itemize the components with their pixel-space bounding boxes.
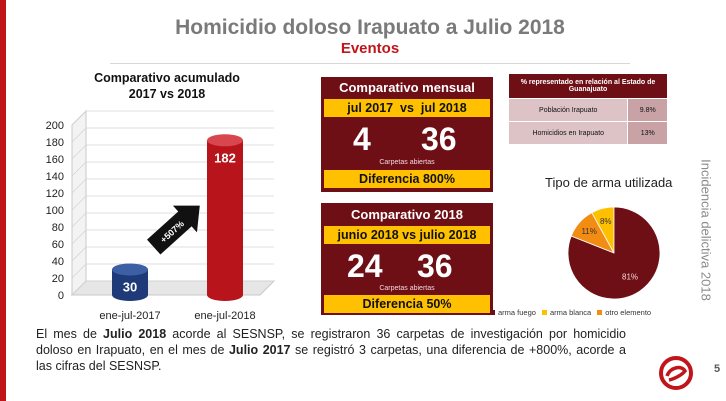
yearly-difference: Diferencia 50% [324, 295, 490, 313]
legend-label-fuego: arma fuego [498, 308, 536, 317]
y-tick-label: 20 [51, 273, 64, 285]
y-tick-label: 60 [51, 239, 64, 251]
pie-legend [490, 308, 657, 317]
bar-top [112, 264, 148, 276]
growth-arrow-icon [142, 192, 212, 260]
pie-slice-label: 81% [622, 272, 639, 282]
monthly-value-2018: 36 [421, 121, 457, 157]
y-tick-label: 80 [51, 222, 64, 234]
legend-label-otro: otro elemento [605, 308, 652, 317]
growth-label: +507% [158, 218, 187, 245]
summary-bold-2: Julio 2017 [228, 343, 291, 357]
page-number: 5 [714, 363, 721, 375]
yearly-period: junio 2018 vs julio 2018 [324, 226, 490, 244]
y-tick-label: 100 [45, 205, 64, 217]
yearly-value-june: 24 [347, 248, 383, 284]
table-row [509, 99, 668, 122]
pie-slice-label: 11% [581, 227, 597, 237]
state-percentage-table [508, 73, 668, 145]
table-header: % representado en relación al Estado de Guanajuato [509, 74, 668, 99]
yearly-value-july: 36 [417, 248, 453, 284]
page-subtitle: Eventos [340, 40, 400, 57]
summary-paragraph [36, 326, 626, 374]
chart-title-line1: Comparativo acumulado [94, 71, 240, 85]
accumulated-bar-chart [30, 105, 280, 330]
accent-bar [0, 0, 6, 401]
x-tick-label: ene-jul-2018 [194, 310, 256, 322]
chart-title [72, 70, 262, 102]
legend-swatch-blanca [542, 310, 547, 315]
y-tick-label: 200 [45, 120, 64, 132]
yearly-caption: Carpetas abiertas [379, 285, 435, 292]
bar-base [207, 289, 243, 301]
monthly-comparison-box [321, 77, 493, 192]
summary-text-3: se registró 3 carpetas, una diferencia de +800%, acorde a las cifras del SESNSP. [36, 343, 626, 373]
legend-item [542, 308, 591, 317]
title-divider [110, 63, 630, 64]
pie-slice-label: 8% [599, 216, 612, 226]
summary-text-2: acorde al SESNSP, se registraron 36 carpetas de investigación por homicidio doloso en Irapuato, en el mes de [36, 327, 627, 357]
legend-label-blanca: arma blanca [549, 308, 592, 317]
bar-value-label: 182 [214, 150, 236, 166]
row-label-population: Población Irapuato [509, 99, 628, 122]
monthly-period: jul 2017 vs jul 2018 [324, 99, 490, 117]
monthly-caption: Carpetas abiertas [379, 159, 435, 166]
pie-chart-title: Tipo de arma utilizada [545, 175, 673, 190]
chart-title-line2: 2017 vs 2018 [128, 87, 206, 101]
row-label-homicides: Homicidios en Irapuato [509, 122, 628, 145]
legend-item [490, 308, 536, 317]
legend-item [597, 308, 651, 317]
page-title: Homicidio doloso Irapuato a Julio 2018 [175, 16, 565, 39]
logo-icon [658, 355, 694, 391]
y-tick-label: 40 [51, 256, 64, 268]
x-tick-label: ene-jul-2017 [99, 310, 161, 322]
summary-text-1: El mes de [36, 327, 104, 341]
y-tick-label: 180 [45, 137, 64, 149]
y-tick-label: 0 [57, 290, 64, 302]
yearly-header: Comparativo 2018 [321, 206, 493, 224]
monthly-value-2017: 4 [353, 121, 371, 157]
monthly-difference: Diferencia 800% [324, 170, 490, 188]
y-tick-label: 140 [45, 171, 64, 183]
legend-swatch-fuego [490, 310, 495, 315]
legend-swatch-otro [597, 310, 602, 315]
summary-bold-1: Julio 2018 [103, 327, 167, 341]
bar-top [207, 134, 243, 146]
side-label: Incidencia delictiva 2018 [698, 159, 714, 301]
chart-floor [72, 281, 274, 295]
monthly-header: Comparativo mensual [321, 79, 493, 97]
table-row [509, 122, 668, 145]
row-value-homicides: 13% [628, 122, 668, 145]
yearly-comparison-box [321, 203, 493, 315]
y-tick-label: 160 [45, 154, 64, 166]
y-tick-label: 120 [45, 188, 64, 200]
row-value-population: 9.8% [628, 99, 668, 122]
weapon-pie-chart [566, 203, 666, 303]
bar-value-label: 30 [122, 279, 138, 295]
